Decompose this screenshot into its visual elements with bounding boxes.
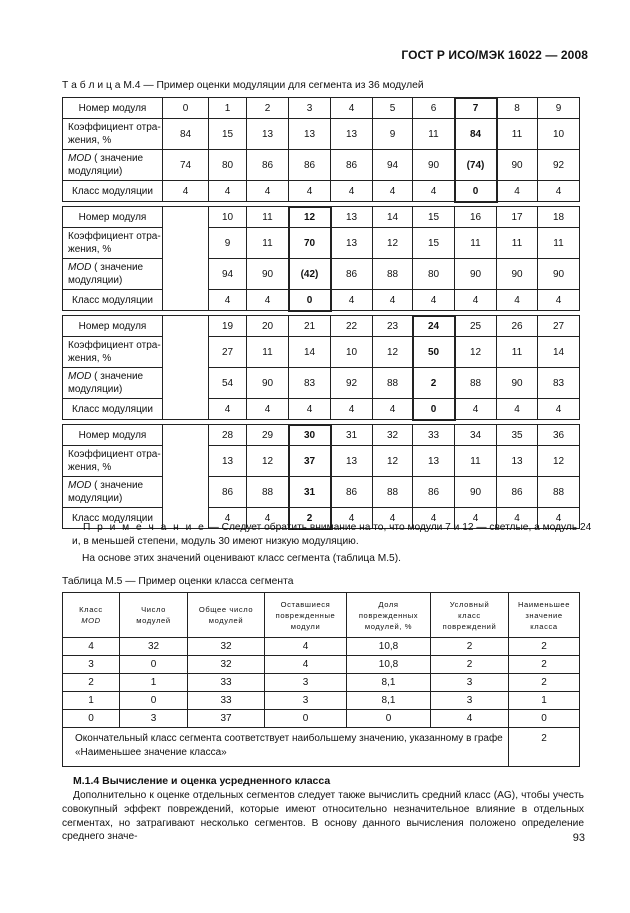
table-cell: 88 bbox=[247, 477, 289, 508]
table-cell: 80 bbox=[413, 259, 455, 290]
table-cell: 4 bbox=[538, 290, 580, 311]
table-cell: 3 bbox=[265, 692, 347, 710]
table-cell: 11 bbox=[497, 228, 538, 259]
table-cell: 92 bbox=[538, 150, 580, 181]
mod-label-text: ( значение модуляции) bbox=[68, 153, 144, 177]
table-cell: 13 bbox=[209, 446, 247, 477]
table-cell: 12 bbox=[373, 446, 413, 477]
section-paragraph: Дополнительно к оценке отдельных сегментов следует также вычислить средний класс (AG), чтобы учесть совокупный эффект повреждений, которые имеют относительно незначительное влияние в отдельных сегментах, но затрагивают несколько сегментов. В основу данного вычисления положено определение среднего значе- bbox=[62, 790, 584, 843]
row-label: Класс модуляции bbox=[63, 181, 163, 202]
table-cell: 4 bbox=[373, 508, 413, 529]
table-cell: 4 bbox=[373, 290, 413, 311]
table-cell: 32 bbox=[120, 638, 188, 656]
table-cell: 11 bbox=[413, 119, 455, 150]
table-cell: 20 bbox=[247, 316, 289, 337]
table-row bbox=[63, 228, 580, 259]
table-cell: 14 bbox=[373, 207, 413, 228]
table-cell: 32 bbox=[188, 656, 265, 674]
table-cell: 0 bbox=[63, 710, 120, 728]
table-cell: 12 bbox=[247, 446, 289, 477]
table-cell: 9 bbox=[373, 119, 413, 150]
mod-label-italic: MOD bbox=[68, 262, 92, 273]
table-cell: 4 bbox=[455, 290, 497, 311]
table-cell: 83 bbox=[289, 368, 331, 399]
table-row bbox=[63, 337, 580, 368]
table-cell: 10,8 bbox=[347, 656, 431, 674]
table-cell: 14 bbox=[538, 337, 580, 368]
blank-cell bbox=[163, 337, 209, 368]
column-header: Оставшиеся поврежденные модули bbox=[265, 593, 347, 638]
table-cell: 4 bbox=[455, 399, 497, 420]
table-cell: 10 bbox=[538, 119, 580, 150]
table-note bbox=[72, 521, 592, 549]
blank-cell bbox=[163, 368, 209, 399]
table-row bbox=[63, 259, 580, 290]
blank-cell bbox=[163, 477, 209, 508]
table-cell: 16 bbox=[455, 207, 497, 228]
table-cell: 3 bbox=[431, 692, 509, 710]
row-label: Класс модуляции bbox=[63, 399, 163, 420]
table-cell: 11 bbox=[455, 446, 497, 477]
table-cell: 4 bbox=[209, 508, 247, 529]
table-cell: 28 bbox=[209, 425, 247, 446]
table-row bbox=[63, 638, 580, 656]
section-title: М.1.4 Вычисление и оценка усредненного класса bbox=[73, 775, 331, 787]
table-cell: 4 bbox=[331, 399, 373, 420]
table-cell: 90 bbox=[247, 259, 289, 290]
table-cell: 0 bbox=[289, 290, 331, 311]
table-cell: 13 bbox=[331, 446, 373, 477]
row-label bbox=[63, 368, 163, 399]
table-cell: 11 bbox=[497, 119, 538, 150]
table-cell: 15 bbox=[413, 228, 455, 259]
table-cell: 4 bbox=[373, 399, 413, 420]
table-cell: 90 bbox=[413, 150, 455, 181]
table-cell: 2 bbox=[63, 674, 120, 692]
table-cell: 54 bbox=[209, 368, 247, 399]
table-cell: 4 bbox=[497, 399, 538, 420]
table-row bbox=[63, 710, 580, 728]
table-cell: 90 bbox=[497, 259, 538, 290]
table-cell: 11 bbox=[247, 228, 289, 259]
table-cell: 10,8 bbox=[347, 638, 431, 656]
table-cell: 74 bbox=[163, 150, 209, 181]
table-cell: 2 bbox=[431, 638, 509, 656]
table-cell: 83 bbox=[538, 368, 580, 399]
table-row bbox=[63, 290, 580, 311]
table-cell: 4 bbox=[373, 181, 413, 202]
modulation-table bbox=[62, 97, 580, 529]
table-cell: 1 bbox=[63, 692, 120, 710]
table-cell: 86 bbox=[247, 150, 289, 181]
table-cell: 0 bbox=[163, 98, 209, 119]
table-cell: 2 bbox=[509, 674, 580, 692]
note-label: П р и м е ч а н и е bbox=[83, 522, 206, 533]
table-row bbox=[63, 399, 580, 420]
blank-cell bbox=[163, 259, 209, 290]
blank-cell bbox=[163, 290, 209, 311]
table-cell: 15 bbox=[413, 207, 455, 228]
table-cell: 88 bbox=[373, 259, 413, 290]
table-cell: 27 bbox=[209, 337, 247, 368]
table-cell: 11 bbox=[497, 337, 538, 368]
column-header: Условный класс повреждений bbox=[431, 593, 509, 638]
table-m4-caption: Т а б л и ц а М.4 — Пример оценки модуляции для сегмента из 36 модулей bbox=[62, 80, 424, 91]
table-cell: 4 bbox=[247, 290, 289, 311]
table-cell: 23 bbox=[373, 316, 413, 337]
column-header: Наименьшее значение класса bbox=[509, 593, 580, 638]
table-cell: 0 bbox=[455, 181, 497, 202]
final-class-value: 2 bbox=[509, 728, 580, 767]
table-cell: 4 bbox=[538, 181, 580, 202]
table-cell: 4 bbox=[265, 638, 347, 656]
row-label: Номер модуля bbox=[63, 98, 163, 119]
table-row bbox=[63, 150, 580, 181]
table-cell: 8,1 bbox=[347, 674, 431, 692]
table-cell: 13 bbox=[413, 446, 455, 477]
table-cell: 4 bbox=[431, 710, 509, 728]
table-cell: 4 bbox=[265, 656, 347, 674]
table-cell: 2 bbox=[509, 638, 580, 656]
final-class-text: Окончательный класс сегмента соответствует наибольшему значению, указанному в графе «Наименьшее значение класса» bbox=[63, 728, 509, 767]
row-label: Номер модуля bbox=[63, 207, 163, 228]
column-header bbox=[63, 593, 120, 638]
table-cell: 4 bbox=[538, 399, 580, 420]
table-cell: 4 bbox=[497, 508, 538, 529]
table-cell: 3 bbox=[120, 710, 188, 728]
table-cell: 86 bbox=[331, 477, 373, 508]
table-cell: 4 bbox=[538, 508, 580, 529]
table-cell: 4 bbox=[497, 290, 538, 311]
table-cell: 2 bbox=[413, 368, 455, 399]
table-cell: 4 bbox=[247, 508, 289, 529]
table-cell: 0 bbox=[120, 656, 188, 674]
table-cell: 27 bbox=[538, 316, 580, 337]
table-cell: 86 bbox=[331, 259, 373, 290]
column-header: Доля поврежденных модулей, % bbox=[347, 593, 431, 638]
table-cell: 37 bbox=[289, 446, 331, 477]
table-cell: 14 bbox=[289, 337, 331, 368]
mod-label-italic: MOD bbox=[68, 480, 92, 491]
table-m5-caption: Таблица М.5 — Пример оценки класса сегмента bbox=[62, 576, 294, 587]
table-cell: 36 bbox=[538, 425, 580, 446]
table-cell: 7 bbox=[455, 98, 497, 119]
table-row bbox=[63, 674, 580, 692]
table-cell: 5 bbox=[373, 98, 413, 119]
table-cell: 9 bbox=[538, 98, 580, 119]
blank-cell bbox=[163, 316, 209, 337]
table-row bbox=[63, 119, 580, 150]
table-cell: 22 bbox=[331, 316, 373, 337]
table-cell: 86 bbox=[209, 477, 247, 508]
table-cell: 0 bbox=[347, 710, 431, 728]
table-cell: 13 bbox=[289, 119, 331, 150]
mod-label-text: ( значение модуляции) bbox=[68, 262, 144, 286]
table-cell: 31 bbox=[289, 477, 331, 508]
table-cell: 21 bbox=[289, 316, 331, 337]
table-cell: 18 bbox=[538, 207, 580, 228]
table-cell: 4 bbox=[331, 290, 373, 311]
row-label: Коэффициент отра- жения, % bbox=[63, 228, 163, 259]
table-row bbox=[63, 477, 580, 508]
table-cell: 0 bbox=[413, 399, 455, 420]
table-cell: 33 bbox=[188, 692, 265, 710]
table-cell: 12 bbox=[373, 337, 413, 368]
table-cell: 25 bbox=[455, 316, 497, 337]
table-cell: 11 bbox=[247, 337, 289, 368]
table-cell: 3 bbox=[431, 674, 509, 692]
table-cell: 84 bbox=[163, 119, 209, 150]
row-label: Номер модуля bbox=[63, 425, 163, 446]
table-cell: 84 bbox=[455, 119, 497, 150]
row-label bbox=[63, 477, 163, 508]
table-row bbox=[63, 316, 580, 337]
table-cell: 0 bbox=[265, 710, 347, 728]
table-row bbox=[63, 368, 580, 399]
table-cell: 90 bbox=[455, 259, 497, 290]
table-cell: 86 bbox=[413, 477, 455, 508]
table-cell: 13 bbox=[331, 207, 373, 228]
table-cell: 4 bbox=[209, 290, 247, 311]
table-cell: 11 bbox=[538, 228, 580, 259]
table-row bbox=[63, 692, 580, 710]
table-cell: 86 bbox=[331, 150, 373, 181]
table-cell: 3 bbox=[289, 98, 331, 119]
row-label: Класс модуляции bbox=[63, 290, 163, 311]
table-cell: 4 bbox=[413, 290, 455, 311]
table-cell: 90 bbox=[455, 477, 497, 508]
table-cell: 88 bbox=[538, 477, 580, 508]
table-cell: 80 bbox=[209, 150, 247, 181]
table-cell: 31 bbox=[331, 425, 373, 446]
row-label bbox=[63, 150, 163, 181]
table-cell: 0 bbox=[120, 692, 188, 710]
table-cell: 8,1 bbox=[347, 692, 431, 710]
table-cell: 19 bbox=[209, 316, 247, 337]
table-row bbox=[63, 207, 580, 228]
table-row-final bbox=[63, 728, 580, 767]
table-cell: 24 bbox=[413, 316, 455, 337]
table-cell: 35 bbox=[497, 425, 538, 446]
table-cell: 4 bbox=[289, 181, 331, 202]
header-text: Класс bbox=[79, 605, 103, 614]
table-cell: 30 bbox=[289, 425, 331, 446]
blank-cell bbox=[163, 425, 209, 446]
segment-class-table bbox=[62, 592, 580, 767]
table-cell: 1 bbox=[120, 674, 188, 692]
document-header: ГОСТ Р ИСО/МЭК 16022 — 2008 bbox=[401, 48, 588, 62]
table-cell: 33 bbox=[413, 425, 455, 446]
table-cell: 4 bbox=[209, 181, 247, 202]
table-cell: 11 bbox=[455, 228, 497, 259]
table-cell: 37 bbox=[188, 710, 265, 728]
blank-cell bbox=[163, 228, 209, 259]
table-cell: 6 bbox=[413, 98, 455, 119]
blank-cell bbox=[163, 399, 209, 420]
table-cell: 13 bbox=[247, 119, 289, 150]
table-cell: 2 bbox=[431, 656, 509, 674]
table-cell: 15 bbox=[209, 119, 247, 150]
table-cell: 94 bbox=[209, 259, 247, 290]
table-cell: 3 bbox=[265, 674, 347, 692]
table-row bbox=[63, 446, 580, 477]
table-header-row bbox=[63, 593, 580, 638]
table-cell: 13 bbox=[331, 228, 373, 259]
table-cell: 90 bbox=[497, 368, 538, 399]
table-row bbox=[63, 656, 580, 674]
table-cell: 13 bbox=[497, 446, 538, 477]
table-cell: 2 bbox=[247, 98, 289, 119]
table-cell: 50 bbox=[413, 337, 455, 368]
table-cell: 10 bbox=[209, 207, 247, 228]
table-cell: (42) bbox=[289, 259, 331, 290]
table-cell: (74) bbox=[455, 150, 497, 181]
row-label: Коэффициент отра- жения, % bbox=[63, 119, 163, 150]
table-cell: 12 bbox=[455, 337, 497, 368]
table-cell: 1 bbox=[209, 98, 247, 119]
table-cell: 2 bbox=[289, 508, 331, 529]
table-cell: 0 bbox=[509, 710, 580, 728]
table-cell: 26 bbox=[497, 316, 538, 337]
table-row bbox=[63, 181, 580, 202]
table-cell: 10 bbox=[331, 337, 373, 368]
page-number: 93 bbox=[572, 832, 585, 844]
table-cell: 13 bbox=[331, 119, 373, 150]
blank-cell bbox=[163, 446, 209, 477]
table-cell: 2 bbox=[509, 656, 580, 674]
row-label: Коэффициент отра- жения, % bbox=[63, 446, 163, 477]
table-cell: 32 bbox=[188, 638, 265, 656]
table-cell: 3 bbox=[63, 656, 120, 674]
table-row bbox=[63, 98, 580, 119]
table-cell: 32 bbox=[373, 425, 413, 446]
mod-label-italic: MOD bbox=[68, 371, 92, 382]
table-cell: 86 bbox=[497, 477, 538, 508]
header-text-italic: MOD bbox=[81, 616, 101, 625]
table-cell: 34 bbox=[455, 425, 497, 446]
note-text: — Следует обратить внимание на то, что модули 7 и 12 — светлые, а модуль 24 и, в меньшей степени, модуль 30 имеют низкую модуляцию. bbox=[72, 522, 592, 547]
table-cell: 4 bbox=[163, 181, 209, 202]
row-label: Номер модуля bbox=[63, 316, 163, 337]
table-cell: 4 bbox=[413, 508, 455, 529]
column-header: Общее число модулей bbox=[188, 593, 265, 638]
row-label: Класс модуляции bbox=[63, 508, 163, 529]
table-cell: 4 bbox=[209, 399, 247, 420]
mod-label-text: ( значение модуляции) bbox=[68, 480, 144, 504]
table-cell: 12 bbox=[289, 207, 331, 228]
table-cell: 9 bbox=[209, 228, 247, 259]
table-cell: 4 bbox=[497, 181, 538, 202]
table-cell: 70 bbox=[289, 228, 331, 259]
mod-label-text: ( значение модуляции) bbox=[68, 371, 144, 395]
table-cell: 4 bbox=[289, 399, 331, 420]
table-cell: 17 bbox=[497, 207, 538, 228]
table-cell: 88 bbox=[373, 368, 413, 399]
table-cell: 90 bbox=[497, 150, 538, 181]
row-label: Коэффициент отра- жения, % bbox=[63, 337, 163, 368]
table-cell: 88 bbox=[373, 477, 413, 508]
table-cell: 1 bbox=[509, 692, 580, 710]
table-cell: 94 bbox=[373, 150, 413, 181]
table-cell: 88 bbox=[455, 368, 497, 399]
table-cell: 4 bbox=[331, 98, 373, 119]
row-label bbox=[63, 259, 163, 290]
table-cell: 4 bbox=[247, 399, 289, 420]
table-cell: 4 bbox=[247, 181, 289, 202]
table-cell: 92 bbox=[331, 368, 373, 399]
mod-label-italic: MOD bbox=[68, 153, 92, 164]
table-cell: 33 bbox=[188, 674, 265, 692]
table-cell: 90 bbox=[247, 368, 289, 399]
table-cell: 4 bbox=[63, 638, 120, 656]
table-cell: 4 bbox=[331, 181, 373, 202]
blank-cell bbox=[163, 207, 209, 228]
table-cell: 11 bbox=[247, 207, 289, 228]
table-cell: 86 bbox=[289, 150, 331, 181]
table-cell: 4 bbox=[455, 508, 497, 529]
table-cell: 12 bbox=[538, 446, 580, 477]
table-cell: 29 bbox=[247, 425, 289, 446]
table-cell: 8 bbox=[497, 98, 538, 119]
basis-text: На основе этих значений оценивают класс сегмента (таблица М.5). bbox=[82, 553, 401, 564]
table-row bbox=[63, 425, 580, 446]
table-cell: 12 bbox=[373, 228, 413, 259]
table-cell: 4 bbox=[331, 508, 373, 529]
column-header: Число модулей bbox=[120, 593, 188, 638]
table-cell: 90 bbox=[538, 259, 580, 290]
table-cell: 4 bbox=[413, 181, 455, 202]
